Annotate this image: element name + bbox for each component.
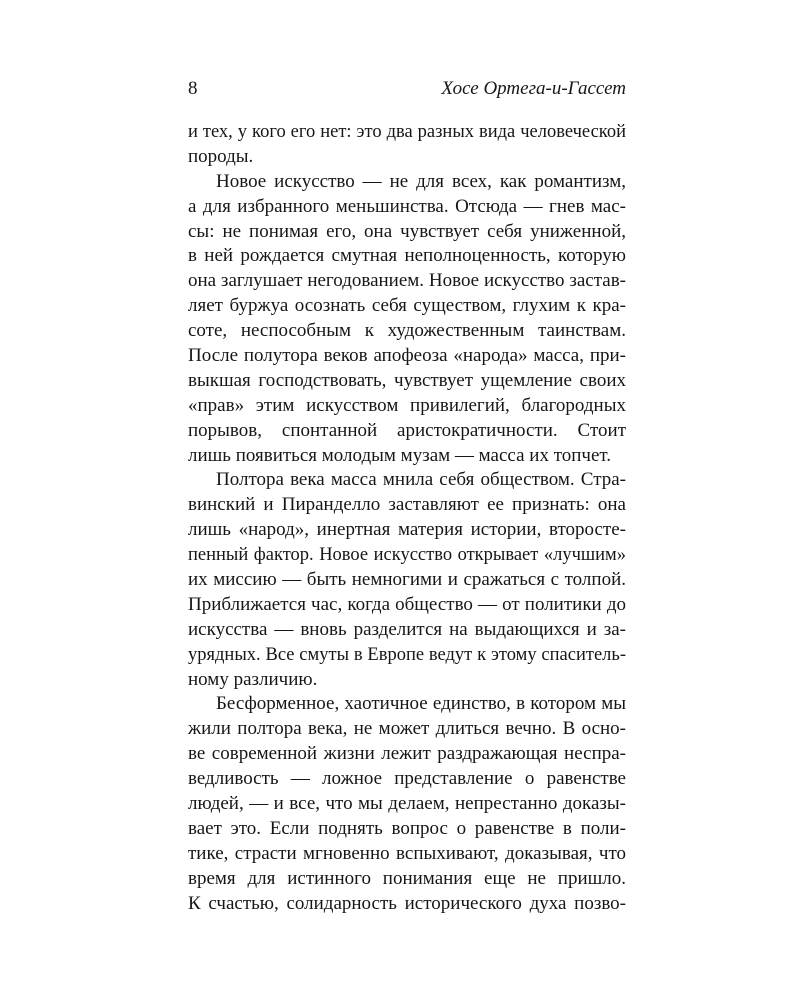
text-line: соте, неспособным к художественным таинствам.	[188, 320, 626, 342]
text-line: К счастью, солидарность исторического духа позво-	[188, 892, 626, 914]
text-line: и тех, у кого его нет: это два разных вида человеческой	[188, 122, 626, 142]
text-line: лишь появиться молодым музам — масса их топчет.	[188, 444, 612, 466]
running-title: Хосе Ортега-и-Гассет	[441, 78, 626, 99]
text-line: «прав» этим искусством привилегий, благородных	[188, 394, 626, 416]
text-line: в ней рождается смутная неполноценность, которую	[188, 245, 626, 267]
text-line: винский и Пиранделло заставляют ее признать: она	[188, 494, 626, 516]
text-line: ляет буржуа осознать себя существом, глухим к кра-	[188, 295, 626, 317]
text-line: жили полтора века, не может длиться вечно. В осно-	[188, 718, 626, 740]
text-line: выкшая господствовать, чувствует ущемление своих	[188, 369, 626, 391]
text-line: порывов, спонтанной аристократичности. Стоит	[188, 419, 626, 441]
text-line: тике, страсти мгновенно вспыхивают, доказывая, что	[188, 842, 626, 864]
text-line: лишь «народ», инертная материя истории, второсте-	[188, 519, 626, 541]
text-line: время для истинного понимания еще не пришло.	[188, 867, 626, 889]
text-line: ве современной жизни лежит раздражающая неспра-	[188, 743, 626, 765]
text-line: урядных. Все смуты в Европе ведут к этому спаситель-	[188, 644, 626, 665]
text-line: сы: не понимая его, она чувствует себя униженной,	[188, 220, 626, 242]
text-line: искусства — вновь разделится на выдающихся и за-	[188, 618, 626, 640]
text-line: Приближается час, когда общество — от политики до	[188, 593, 626, 615]
text-line: Полтора века масса мнила себя обществом. Стра-	[216, 469, 626, 491]
text-line: Новое искусство — не для всех, как романтизм,	[216, 170, 626, 192]
text-line: их миссию — быть немногими и сражаться с толпой.	[188, 569, 626, 591]
text-line: она заглушает негодованием. Новое искусство застав-	[188, 270, 626, 292]
text-line: а для избранного меньшинства. Отсюда — гнев мас-	[188, 195, 626, 217]
text-line: ведливость — ложное представление о равенстве	[188, 768, 626, 790]
body-text	[188, 120, 626, 917]
text-line: Бесформенное, хаотичное единство, в котором мы	[216, 693, 626, 715]
text-line: пенный фактор. Новое искусство открывает «лучшим»	[188, 545, 626, 566]
page-number: 8	[188, 78, 198, 99]
text-line: ному различию.	[188, 668, 318, 690]
text-line: После полутора веков апофеоза «народа» масса, при-	[188, 345, 626, 367]
running-header	[188, 74, 626, 104]
text-line: вает это. Если поднять вопрос о равенстве в поли-	[188, 817, 626, 839]
text-line: людей, — и все, что мы делаем, непрестанно доказы-	[188, 793, 626, 815]
text-line: породы.	[188, 145, 254, 167]
